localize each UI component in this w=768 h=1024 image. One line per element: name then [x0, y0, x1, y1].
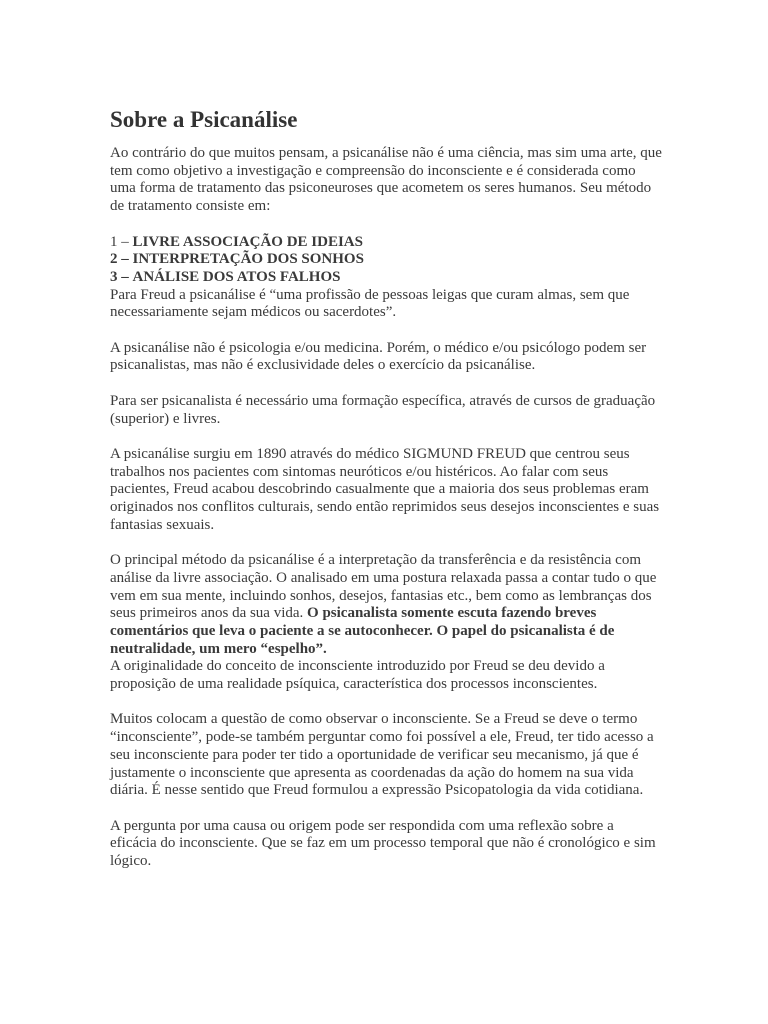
list-item-label: LIVRE ASSOCIAÇÃO DE IDEIAS [132, 233, 363, 250]
method-paragraph-bold: O psicanalista somente escuta fazendo breves comentários que leva o paciente a se autoconhecer. O papel do psicanalista é de neutralidade, um mero “espelho”. [110, 605, 615, 657]
spacer [110, 694, 662, 712]
unconscious-paragraph: Muitos colocam a questão de como observar o inconsciente. Se a Freud se deve o termo “inconsciente”, pode-se também perguntar como foi possível a ele, Freud, ter tido acesso a seu inconsciente para poder ter tido a oportunidade de verificar seu mecanismo, já que é justamente o inconsciente que apresenta as coordenadas da ação do homem na sua vida diária. É nesse sentido que Freud formulou a expressão Psicopatologia da vida cotidiana. [110, 711, 654, 799]
spacer [110, 534, 662, 552]
not-psychology-paragraph: A psicanálise não é psicologia e/ou medicina. Porém, o médico e/ou psicólogo podem ser psicanalistas, mas não é exclusividade deles o exercício da psicanálise. [110, 339, 647, 374]
spacer [110, 800, 662, 818]
origin-paragraph: A psicanálise surgiu em 1890 através do médico SIGMUND FREUD que centrou seus trabalhos nos pacientes com sintomas neuróticos e/ou histéricos. Ao falar com seus pacientes, Freud acabou descobrindo casualmente que a maioria dos seus problemas eram originados nos conflitos culturais, sendo então reprimidos seus desejos inconscientes e suas fantasias sexuais. [110, 445, 660, 533]
training-paragraph: Para ser psicanalista é necessário uma formação específica, através de cursos de graduação (superior) e livres. [110, 392, 656, 427]
list-item-label: INTERPRETAÇÃO DOS SONHOS [132, 251, 364, 268]
list-item-number: 3 – [110, 268, 129, 285]
spacer [110, 428, 662, 446]
method-paragraph-plain: O principal método da psicanálise é a interpretação da transferência e da resistência com análise da livre associação. O analisado em uma postura relaxada passa a contar tudo o que vem em sua mente, incluindo sonhos, desejos, fantasias etc., bem como as lembranças dos seus primeiros anos da sua vida. [110, 552, 657, 622]
page-title: Sobre a Psicanálise [110, 107, 298, 132]
method-paragraph [110, 552, 662, 658]
originality-paragraph: A originalidade do conceito de inconsciente introduzido por Freud se deu devido a proposição de uma realidade psíquica, característica dos processos inconscientes. [110, 658, 605, 693]
spacer [110, 375, 662, 393]
spacer [110, 216, 662, 234]
list-item-number: 1 – [110, 233, 129, 250]
intro-paragraph: Ao contrário do que muitos pensam, a psicanálise não é uma ciência, mas sim uma arte, que tem como objetivo a investigação e compreensão do inconsciente e é considerada como uma forma de tratamento das psiconeuroses que acometem os seres humanos. Seu método de tratamento consiste em: [110, 145, 662, 215]
list-item [110, 251, 662, 269]
methods-list [110, 234, 662, 287]
spacer [110, 322, 662, 340]
cause-paragraph: A pergunta por uma causa ou origem pode ser respondida com uma reflexão sobre a eficácia do inconsciente. Que se faz em um processo temporal que não é cronológico e sim lógico. [110, 817, 656, 870]
list-item [110, 269, 662, 287]
list-item-label: ANÁLISE DOS ATOS FALHOS [132, 268, 341, 285]
freud-quote-paragraph: Para Freud a psicanálise é “uma profissão de pessoas leigas que curam almas, sem que necessariamente sejam médicos ou sacerdotes”. [110, 286, 630, 321]
list-item-number: 2 – [110, 251, 129, 268]
document-page [110, 105, 662, 871]
list-item [110, 234, 662, 252]
